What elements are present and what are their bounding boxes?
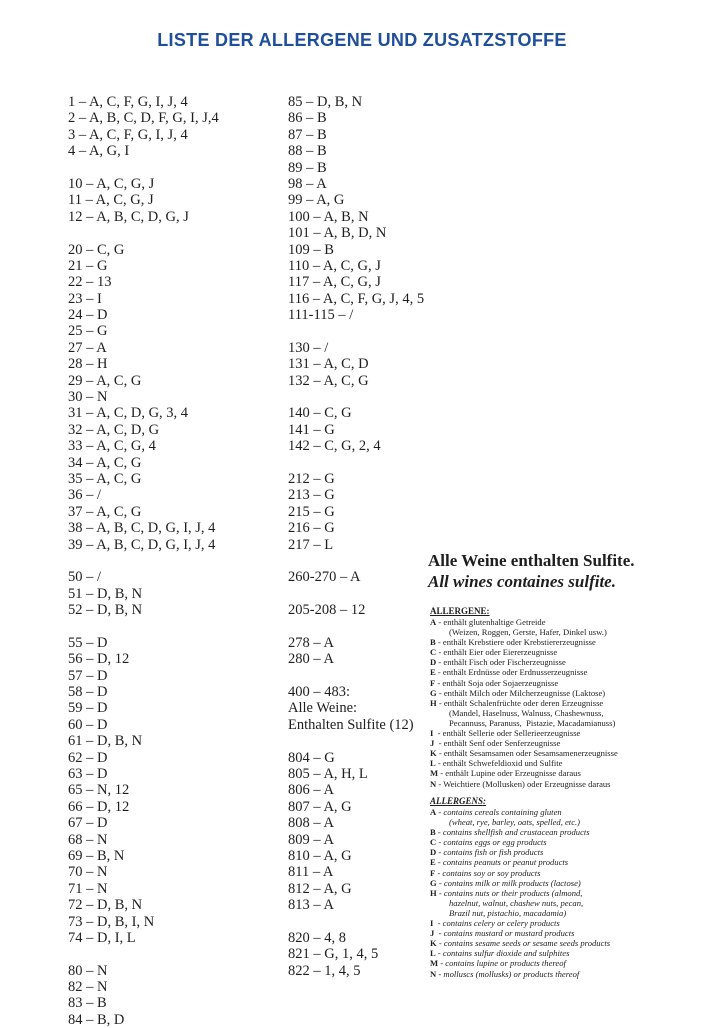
legend-description: - contains celery or celery products <box>433 918 560 929</box>
list-item: 142 – C, G, 2, 4 <box>288 438 381 455</box>
legend-key: E <box>430 667 436 678</box>
legend-items <box>430 617 720 789</box>
list-item: 67 – D <box>68 815 108 832</box>
list-item: 73 – D, B, I, N <box>68 913 155 930</box>
legend-description: - contains peanuts or peanut products <box>435 857 569 868</box>
list-item: 27 – A <box>68 339 107 356</box>
list-item: 30 – N <box>68 389 108 406</box>
list-item: 99 – A, G <box>288 192 345 209</box>
legend-description: - enthält Fisch oder Fischerzeugnisse <box>436 657 566 668</box>
list-item: 87 – B <box>288 126 327 143</box>
legend-item <box>430 698 720 708</box>
legend-key: B <box>430 637 436 648</box>
list-spacer <box>68 160 219 176</box>
list-item: 101 – A, B, D, N <box>288 225 387 242</box>
legend-description: - enthält Schwefeldioxid und Sulfite <box>435 758 563 769</box>
list-item: 57 – D <box>68 667 108 684</box>
list-item: 130 – / <box>288 339 329 356</box>
legend-description: - Weichtiere (Mollusken) oder Erzeugnisse daraus <box>436 778 611 789</box>
list-item: 70 – N <box>68 864 108 881</box>
list-item: 278 – A <box>288 634 334 651</box>
list-item: 10 – A, C, G, J <box>68 175 155 192</box>
list-spacer <box>68 619 219 635</box>
list-item: 821 – G, 1, 4, 5 <box>288 946 379 963</box>
legend-item <box>430 827 720 837</box>
legend-key: E <box>430 857 436 868</box>
legend-key: D <box>430 657 437 668</box>
list-item: 38 – A, B, C, D, G, I, J, 4 <box>68 520 216 537</box>
legend-item <box>430 847 720 857</box>
list-item: 131 – A, C, D <box>288 356 369 373</box>
legend-item <box>430 708 720 718</box>
legend-key: N <box>430 968 437 979</box>
list-item: 260-270 – A <box>288 569 361 586</box>
legend-items <box>430 807 720 979</box>
legend-description: - enthält Erdnüsse oder Erdnusserzeugnisse <box>435 667 588 678</box>
legend-description: - enthält Krebstiere oder Krebstiererzeugnisse <box>435 637 596 648</box>
legend-item <box>430 728 720 738</box>
legend-item <box>430 807 720 817</box>
legend-description: - contains fish or fish products <box>436 847 544 858</box>
list-item: 810 – A, G <box>288 847 352 864</box>
list-item: 71 – N <box>68 880 108 897</box>
legend-item <box>430 969 720 979</box>
list-item: 820 – 4, 8 <box>288 929 346 946</box>
legend-key: B <box>430 827 436 838</box>
list-item: 51 – D, B, N <box>68 585 143 602</box>
list-spacer <box>288 733 424 749</box>
list-item: 804 – G <box>288 749 335 766</box>
list-item: 280 – A <box>288 651 334 668</box>
list-spacer <box>288 914 424 930</box>
list-item: 33 – A, C, G, 4 <box>68 438 156 455</box>
list-spacer <box>68 225 219 241</box>
legend-description: - contains sulfur dioxide and sulphites <box>435 948 570 959</box>
list-item: 23 – I <box>68 290 102 307</box>
list-item: 109 – B <box>288 241 334 258</box>
list-item: 82 – N <box>68 979 108 996</box>
list-item: 31 – A, C, D, G, 3, 4 <box>68 405 189 422</box>
list-item: 806 – A <box>288 782 334 799</box>
legend-description: - enthält Sellerie oder Sellerieerzeugnisse <box>433 728 581 739</box>
list-item: 65 – N, 12 <box>68 782 130 799</box>
legend-item <box>430 958 720 968</box>
list-item: 72 – D, B, N <box>68 897 143 914</box>
legend-description: Brazil nut, pistachio, macadamia) <box>449 907 567 918</box>
list-item: 74 – D, I, L <box>68 929 136 946</box>
list-item: 69 – B, N <box>68 847 125 864</box>
list-item: 805 – A, H, L <box>288 766 368 783</box>
legend-description: - enthält Soja oder Sojaerzeugnisse <box>435 677 559 688</box>
list-item: 400 – 483: <box>288 684 351 701</box>
list-item: 813 – A <box>288 897 334 914</box>
list-item: 55 – D <box>68 634 108 651</box>
list-item: 132 – A, C, G <box>288 372 369 389</box>
legend-key: H <box>430 887 437 898</box>
list-item: 34 – A, C, G <box>68 454 142 471</box>
list-item: Alle Weine: <box>288 700 358 717</box>
legend-key: J <box>430 738 435 749</box>
legend-item <box>430 837 720 847</box>
legend-description: (Mandel, Haselnuss, Walnuss, Chashewnuss, <box>449 707 604 718</box>
legend-item <box>430 888 720 898</box>
legend-item <box>430 878 720 888</box>
legend-item <box>430 918 720 928</box>
legend-key: H <box>430 697 437 708</box>
legend-key: J <box>430 928 435 939</box>
list-item: 61 – D, B, N <box>68 733 143 750</box>
list-item: 59 – D <box>68 700 108 717</box>
list-item: 88 – B <box>288 143 327 160</box>
legend-item <box>430 758 720 768</box>
legend-key: K <box>430 748 437 759</box>
legend-description: - contains shellfish and crustacean products <box>435 827 590 838</box>
list-item: 213 – G <box>288 487 335 504</box>
list-item: 100 – A, B, N <box>288 208 369 225</box>
list-item: 35 – A, C, G <box>68 470 142 487</box>
legend-item <box>430 898 720 908</box>
list-spacer <box>288 668 424 684</box>
legend-key: F <box>430 867 436 878</box>
legend-description: - enthält glutenhaltige Getreide <box>436 617 546 627</box>
list-item: 25 – G <box>68 323 108 340</box>
legend-heading: ALLERGENE: <box>430 606 490 616</box>
legend-item <box>430 938 720 948</box>
list-item: 66 – D, 12 <box>68 798 130 815</box>
list-item: 812 – A, G <box>288 880 352 897</box>
list-item: 60 – D <box>68 716 108 733</box>
list-item: 1 – A, C, F, G, I, J, 4 <box>68 94 188 110</box>
legend-description: - enthält Schalenfrüchte oder deren Erzeugnisse <box>436 697 604 708</box>
list-item: 58 – D <box>68 684 108 701</box>
list-spacer <box>288 455 424 471</box>
wine-sulfite-notice <box>428 550 635 592</box>
list-item: 68 – N <box>68 831 108 848</box>
legend-description: - contains milk or milk products (lactose) <box>436 877 581 888</box>
list-item: 11 – A, C, G, J <box>68 192 154 209</box>
list-item: 50 – / <box>68 569 102 586</box>
legend-item <box>430 617 720 627</box>
list-item: 215 – G <box>288 503 335 520</box>
legend-description: - molluscs (mollusks) or products thereof <box>436 968 580 979</box>
list-item: 212 – G <box>288 470 335 487</box>
legend-key: L <box>430 948 436 959</box>
list-item: 56 – D, 12 <box>68 651 130 668</box>
list-spacer <box>288 323 424 339</box>
list-item: 140 – C, G <box>288 405 352 422</box>
list-spacer <box>288 586 424 602</box>
legend-item <box>430 688 720 698</box>
list-item: 205-208 – 12 <box>288 602 366 619</box>
legend-item <box>430 928 720 938</box>
legend-description: - contains sesame seeds or sesame seeds products <box>436 938 611 949</box>
list-item: Enthalten Sulfite (12) <box>288 716 414 733</box>
legend-item <box>430 857 720 867</box>
legend-item <box>430 627 720 637</box>
legend-item <box>430 948 720 958</box>
legend-key: I <box>430 918 434 929</box>
list-item: 3 – A, C, F, G, I, J, 4 <box>68 126 188 143</box>
list-item: 89 – B <box>288 159 327 176</box>
legend-key: A <box>430 617 437 627</box>
list-item: 2 – A, B, C, D, F, G, I, J,4 <box>68 110 219 127</box>
list-item: 110 – A, C, G, J <box>288 257 381 274</box>
legend-item <box>430 748 720 758</box>
list-item: 28 – H <box>68 356 108 373</box>
list-item: 83 – B <box>68 995 107 1012</box>
list-item: 32 – A, C, D, G <box>68 421 160 438</box>
legend-description: - enthält Milch oder Milcherzeugnisse (Laktose) <box>436 687 606 698</box>
legend-description: - contains eggs or egg products <box>436 837 547 848</box>
legend-description: - enthält Eier oder Eiererzeugnisse <box>436 647 558 658</box>
list-item: 37 – A, C, G <box>68 503 142 520</box>
list-item: 36 – / <box>68 487 102 504</box>
legend-item <box>430 908 720 918</box>
wine-notice-german: Alle Weine enthalten Sulfite. <box>428 551 635 570</box>
list-item: 29 – A, C, G <box>68 372 142 389</box>
list-item: 822 – 1, 4, 5 <box>288 962 361 979</box>
list-spacer <box>68 553 219 569</box>
legend-item <box>430 657 720 667</box>
legend-key: A <box>430 807 437 817</box>
legend-description: - contains cereals containing gluten <box>436 807 562 817</box>
allergen-list-column-1 <box>68 94 219 1028</box>
legend-item <box>430 647 720 657</box>
list-item: 807 – A, G <box>288 798 352 815</box>
list-item: 24 – D <box>68 307 108 324</box>
legend-description: - enthält Lupine oder Erzeugnisse daraus <box>438 768 581 779</box>
list-item: 86 – B <box>288 110 327 127</box>
legend-item <box>430 667 720 677</box>
allergen-legend-german <box>430 606 720 789</box>
list-item: 141 – G <box>288 421 335 438</box>
legend-key: D <box>430 847 437 858</box>
list-spacer <box>68 946 219 962</box>
legend-key: M <box>430 958 439 969</box>
allergen-legend-english <box>430 796 720 979</box>
wine-notice-english: All wines containes sulfite. <box>428 572 616 591</box>
legend-item <box>430 678 720 688</box>
legend-description: - enthält Senf oder Senferzeugnisse <box>434 738 561 749</box>
list-item: 12 – A, B, C, D, G, J <box>68 208 189 225</box>
legend-item <box>430 779 720 789</box>
legend-item <box>430 768 720 778</box>
list-item: 80 – N <box>68 962 108 979</box>
legend-description: - contains lupine or products thereof <box>438 958 566 969</box>
legend-key: K <box>430 938 437 949</box>
list-item: 98 – A <box>288 175 327 192</box>
legend-key: I <box>430 728 434 739</box>
list-item: 63 – D <box>68 766 108 783</box>
legend-description: hazelnut, walnut, chashew nuts, pecan, <box>449 897 584 908</box>
list-item: 808 – A <box>288 815 334 832</box>
legend-key: F <box>430 677 436 688</box>
legend-item <box>430 868 720 878</box>
list-spacer <box>288 389 424 405</box>
list-item: 4 – A, G, I <box>68 143 130 160</box>
legend-description: - contains soy or soy products <box>435 867 541 878</box>
legend-key: M <box>430 768 439 779</box>
list-item: 117 – A, C, G, J <box>288 274 381 291</box>
list-spacer <box>288 553 424 569</box>
legend-heading: ALLERGENS: <box>430 796 487 806</box>
legend-item <box>430 738 720 748</box>
legend-key: C <box>430 837 437 848</box>
list-item: 21 – G <box>68 257 108 274</box>
page-title: LISTE DER ALLERGENE UND ZUSATZSTOFFE <box>157 30 567 50</box>
list-item: 217 – L <box>288 536 334 553</box>
legend-description: - contains nuts or their products (almond, <box>436 887 583 898</box>
legend-item <box>430 817 720 827</box>
list-item: 85 – D, B, N <box>288 94 363 110</box>
legend-key: G <box>430 877 437 888</box>
list-item: 809 – A <box>288 831 334 848</box>
legend-key: L <box>430 758 436 769</box>
legend-description: - enthält Sesamsamen oder Sesamsamenerzeugnisse <box>436 748 618 759</box>
list-item: 116 – A, C, F, G, J, 4, 5 <box>288 290 425 307</box>
allergen-list-column-2 <box>288 94 424 979</box>
legend-item <box>430 718 720 728</box>
legend-key: N <box>430 778 437 789</box>
list-item: 39 – A, B, C, D, G, I, J, 4 <box>68 536 216 553</box>
legend-key: G <box>430 687 437 698</box>
list-item: 84 – B, D <box>68 1011 125 1028</box>
list-item: 216 – G <box>288 520 335 537</box>
list-item: 22 – 13 <box>68 274 112 291</box>
legend-item <box>430 637 720 647</box>
list-item: 62 – D <box>68 749 108 766</box>
legend-description: (Weizen, Roggen, Gerste, Hafer, Dinkel usw.) <box>449 627 607 638</box>
list-item: 811 – A <box>288 864 334 881</box>
list-item: 52 – D, B, N <box>68 602 143 619</box>
legend-description: - contains mustard or mustard products <box>434 928 575 939</box>
list-item: 111-115 – / <box>288 307 354 324</box>
legend-description: Pecannuss, Paranuss, Pistazie, Macadamianuss) <box>449 717 616 728</box>
list-spacer <box>288 619 424 635</box>
legend-description: (wheat, rye, barley, oats, spelled, etc.) <box>449 817 581 828</box>
legend-key: C <box>430 647 437 658</box>
list-item: 20 – C, G <box>68 241 125 258</box>
